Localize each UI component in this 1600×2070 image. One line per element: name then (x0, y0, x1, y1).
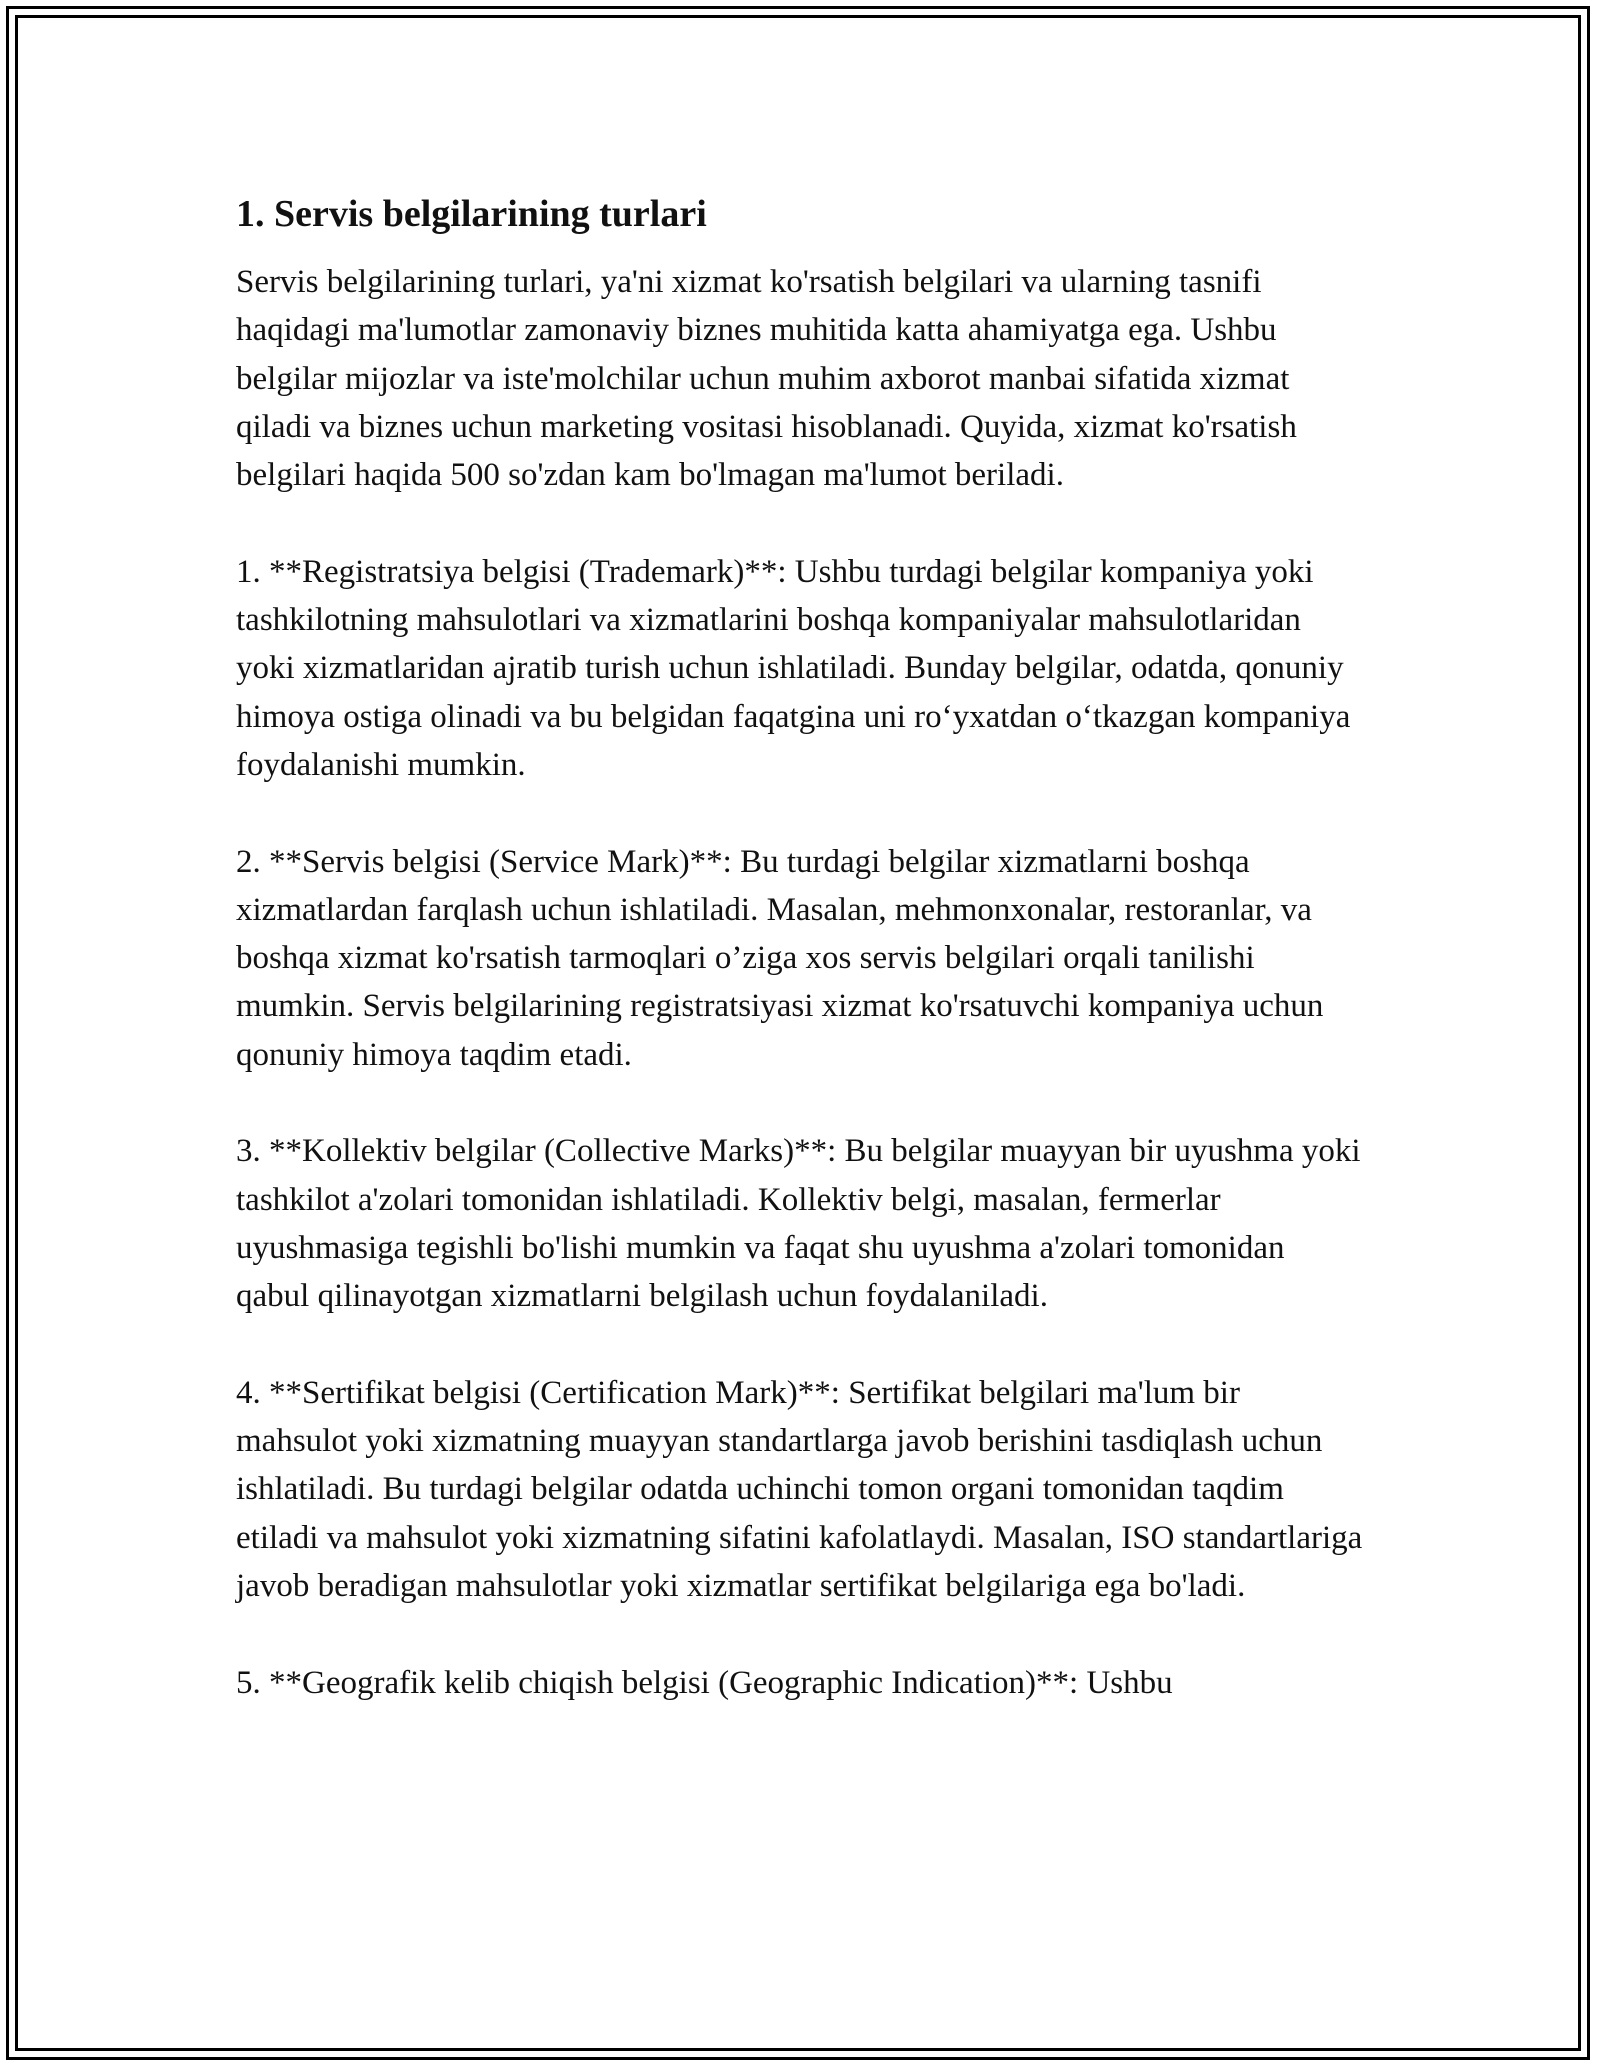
intro-paragraph: Servis belgilarining turlari, ya'ni xizmat ko'rsatish belgilari va ularning tasnifi haqidagi ma'lumotlar zamonaviy biznes muhitida katta ahamiyatga ega. Ushbu belgilar mijozlar va iste'molchilar uchun muhim axborot manbai sifatida xizmat qiladi va biznes uchun marketing vositasi hisoblanadi. Quyida, xizmat ko'rsatish belgilari haqida 500 so'zdan kam bo'lmagan ma'lumot beriladi. (236, 264, 1297, 494)
paragraph-service-mark: 2. **Servis belgisi (Service Mark)**: Bu turdagi belgilar xizmatlarni boshqa xizmatlardan farqlash uchun ishlatiladi. Masalan, mehmonxonalar, restoranlar, va boshqa xizmat ko'rsatish tarmoqlari o’ziga xos servis belgilari orqali tanilishi mumkin. Servis belgilarining registratsiyasi xizmat ko'rsatuvchi kompaniya uchun qonuniy himoya taqdim etadi. (236, 843, 1324, 1073)
paragraph-geographic-indication: 5. **Geografik kelib chiqish belgisi (Geographic Indication)**: Ushbu (236, 1664, 1173, 1701)
paragraph-trademark: 1. **Registratsiya belgisi (Trademark)**: Ushbu turdagi belgilar kompaniya yoki tashkilotning mahsulotlari va xizmatlarini boshqa kompaniyalar mahsulotlaridan yoki xizmatlaridan ajratib turish uchun ishlatiladi. Bunday belgilar, odatda, qonuniy himoya ostiga olinadi va bu belgidan faqatgina uni ro‘yxatdan o‘tkazgan kompaniya foydalanishi mumkin. (236, 553, 1351, 783)
document-body (236, 190, 1366, 1755)
paragraph-certification-mark: 4. **Sertifikat belgisi (Certification Mark)**: Sertifikat belgilari ma'lum bir mahsulot yoki xizmatning muayyan standartlarga javob berishini tasdiqlash uchun ishlatiladi. Bu turdagi belgilar odatda uchinchi tomon organi tomonidan taqdim etiladi va mahsulot yoki xizmatning sifatini kafolatlaydi. Masalan, ISO standartlariga javob beradigan mahsulotlar yoki xizmatlar sertifikat belgilariga ega bo'ladi. (236, 1374, 1363, 1605)
paragraph-collective-marks: 3. **Kollektiv belgilar (Collective Marks)**: Bu belgilar muayyan bir uyushma yoki tashkilot a'zolari tomonidan ishlatiladi. Kollektiv belgi, masalan, fermerlar uyushmasiga tegishli bo'lishi mumkin va faqat shu uyushma a'zolari tomonidan qabul qilinayotgan xizmatlarni belgilash uchun foydalaniladi. (236, 1133, 1361, 1315)
page-title: 1. Servis belgilarining turlari (236, 193, 707, 235)
